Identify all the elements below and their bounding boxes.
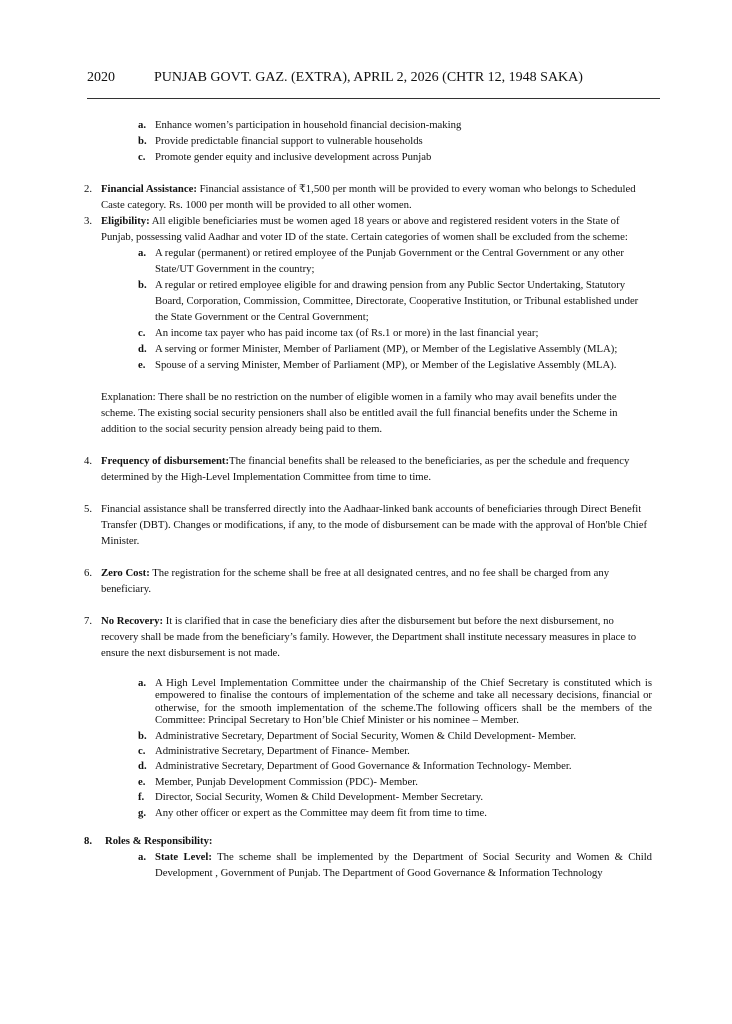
section-text: The financial benefits shall be released to the beneficiaries, as per the schedule and frequency determined by the High-Level Implementation Committee from time to time.: [101, 455, 630, 483]
section-heading: Financial Assistance:: [101, 183, 197, 195]
section-heading: No Recovery:: [101, 615, 164, 627]
list-item: c. Promote gender equity and inclusive development across Punjab: [138, 151, 432, 163]
section-heading: Frequency of disbursement:: [101, 455, 230, 467]
section-heading: Eligibility:: [101, 215, 150, 227]
objectives-list: [84, 117, 652, 165]
explanation-text: Explanation: There shall be no restriction on the number of eligible women in a family who may avail benefits under the scheme. The existing social security pensioners shall also be entitled avail the full financial benefits under the Scheme in addition to the social security pension already being paid to them.: [101, 391, 618, 435]
section-zero-cost: [84, 565, 652, 597]
section-number: 4.: [84, 455, 93, 467]
list-item: c. An income tax payer who has paid income tax (of Rs.1 or more) in the last financial year;: [138, 327, 539, 339]
section-no-recovery: [84, 613, 652, 661]
list-item: b. A regular or retired employee eligible for and drawing pension from any Public Sector Undertaking, Statutory Board, Corporation, Commission, Committee, Directorate, Cooperative Institution, or Tribunal established under the State Government or the Central Government;: [138, 279, 639, 323]
list-item: e. Member, Punjab Development Commission (PDC)- Member.: [138, 775, 418, 788]
committee-list: [84, 677, 652, 819]
section-financial-assistance: [84, 181, 652, 213]
section-text: The registration for the scheme shall be free at all designated centres, and no fee shall be charged from any beneficiary.: [101, 567, 610, 595]
section-number: 3.: [84, 215, 93, 227]
section-number: 8.: [84, 835, 93, 848]
section-number: 7.: [84, 615, 93, 627]
list-item: a. State Level: The scheme shall be implemented by the Department of Social Security and Women & Child Development , Government of Punjab. The Department of Good Governance & Information Technology: [138, 851, 653, 880]
section-heading: Roles & Responsibility:: [105, 835, 213, 848]
list-item: f. Director, Social Security, Women & Child Development- Member Secretary.: [138, 791, 484, 804]
list-item: c. Administrative Secretary, Department of Finance- Member.: [138, 745, 410, 758]
list-item: b. Administrative Secretary, Department of Social Security, Women & Child Development- Member.: [138, 729, 577, 742]
list-item: d. Administrative Secretary, Department of Good Governance & Information Technology- Member.: [138, 760, 572, 773]
section-roles: [84, 833, 652, 849]
list-item: b. Provide predictable financial support to vulnerable households: [138, 135, 423, 147]
section-heading: Zero Cost:: [101, 567, 150, 579]
list-item: a. Enhance women’s participation in household financial decision-making: [138, 119, 462, 131]
section-number: 6.: [84, 567, 93, 579]
section-text: It is clarified that in case the beneficiary dies after the disbursement but before the next disbursement, no recovery shall be made from the beneficiary’s family. However, the Department shall institute necessary measures in place to ensure the next disbursement is not made.: [101, 615, 637, 659]
section-text: All eligible beneficiaries must be women aged 18 years or above and registered resident voters in the State of Punjab, possessing valid Aadhar and voter ID of the state. Certain categories of women shall be excluded from the scheme:: [101, 215, 628, 243]
list-item: a. A regular (permanent) or retired employee of the Punjab Government or the Central Government or any other State/UT Government in the country;: [138, 247, 624, 275]
list-item: e. Spouse of a serving Minister, Member of Parliament (MP), or Member of the Legislative Assembly (MLA).: [138, 359, 617, 371]
page-number: 2020: [87, 70, 115, 85]
section-number: 5.: [84, 503, 93, 515]
document-body: [84, 117, 652, 881]
header-rule: [87, 98, 660, 99]
section-eligibility: [84, 213, 652, 245]
list-item: a. A High Level Implementation Committee under the chairmanship of the Chief Secretary is constituted which is empowered to finalise the contours of implementation of the scheme and take all necessary decisions, financial or otherwise, for the smooth implementation of the scheme.The following officers shall be the members of the Committee: Principal Secretary to Hon’ble Chief Minister or his nominee – Member.: [138, 677, 652, 727]
section-frequency: [84, 453, 652, 485]
exclusion-list: [84, 245, 652, 373]
list-item: d. A serving or former Minister, Member of Parliament (MP), or Member of the Legislative Assembly (MLA);: [138, 343, 618, 355]
gazette-title: PUNJAB GOVT. GAZ. (EXTRA), APRIL 2, 2026 (CHTR 12, 1948 SAKA): [154, 70, 583, 85]
list-item: g. Any other officer or expert as the Committee may deem fit from time to time.: [138, 806, 487, 819]
section-dbt: [84, 501, 652, 549]
section-text: Financial assistance shall be transferred directly into the Aadhaar-linked bank accounts of beneficiaries through Direct Benefit Transfer (DBT). Changes or modifications, if any, to the mode of disbursement can be made with the approval of Hon'ble Chief Minister.: [101, 503, 648, 547]
section-text: Financial assistance of ₹1,500 per month will be provided to every woman who belongs to Scheduled Caste category. Rs. 1000 per month will be provided to all other women.: [101, 183, 636, 211]
section-number: 2.: [84, 183, 93, 195]
